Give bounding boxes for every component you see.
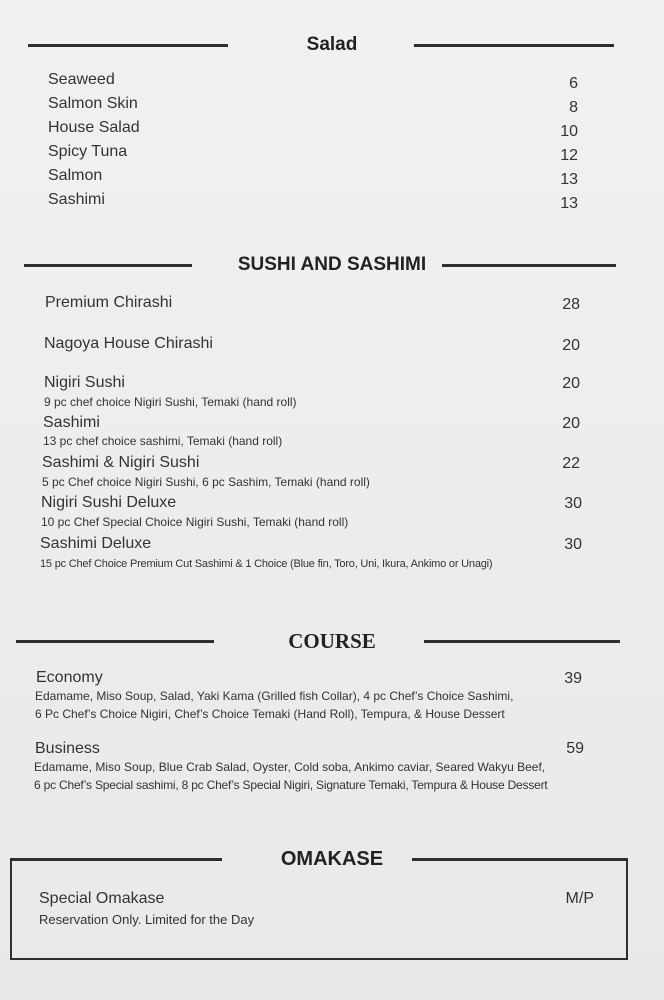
salad-item-price: 12 bbox=[560, 147, 578, 164]
salad-item-name: Spicy Tuna bbox=[48, 143, 128, 160]
salad-item-name: House Salad bbox=[48, 119, 140, 136]
omakase-item-price: M/P bbox=[565, 890, 594, 907]
sushi-title: SUSHI AND SASHIMI bbox=[237, 254, 427, 275]
sushi-item-desc: 13 pc chef choice sashimi, Temaki (hand roll) bbox=[43, 434, 283, 448]
salad-item-name: Salmon Skin bbox=[48, 95, 138, 112]
sushi-item-name: Nagoya House Chirashi bbox=[44, 335, 213, 352]
salad-item-price: 8 bbox=[569, 99, 578, 116]
omakase-item-desc: Reservation Only. Limited for the Day bbox=[39, 912, 255, 927]
course-item-desc: Edamame, Miso Soup, Salad, Yaki Kama (Grilled fish Collar), 4 pc Chef’s Choice Sashimi, bbox=[35, 689, 514, 703]
sushi-item-desc: 15 pc Chef Choice Premium Cut Sashimi & 1 Choice (Blue fin, Toro, Uni, Ikura, Ankimo or Unagi) bbox=[40, 558, 493, 570]
sushi-item-price: 22 bbox=[562, 455, 580, 472]
salad-item-name: Salmon bbox=[48, 167, 103, 184]
sushi-item-name: Sashimi bbox=[43, 414, 100, 431]
salad-item-price: 13 bbox=[560, 195, 578, 212]
salad-item-price: 6 bbox=[569, 75, 578, 92]
sushi-item-name: Sashimi Deluxe bbox=[40, 535, 152, 552]
sushi-header bbox=[0, 250, 664, 280]
course-item-price: 59 bbox=[566, 740, 584, 757]
sushi-item-price: 28 bbox=[562, 296, 580, 313]
course-item-name: Business bbox=[35, 740, 100, 757]
sushi-item-price: 30 bbox=[564, 536, 582, 553]
sushi-item-price: 20 bbox=[562, 337, 580, 354]
sushi-item-name: Premium Chirashi bbox=[45, 294, 173, 311]
sushi-item-price: 20 bbox=[562, 415, 580, 432]
course-item-desc: 6 Pc Chef’s Choice Nigiri, Chef’s Choice Temaki (Hand Roll), Tempura, & House Dessert bbox=[35, 707, 505, 721]
course-item-desc: Edamame, Miso Soup, Blue Crab Salad, Oyster, Cold soba, Ankimo caviar, Seared Wakyu Beef, bbox=[34, 760, 546, 774]
sushi-item-desc: 10 pc Chef Special Choice Nigiri Sushi, Temaki (hand roll) bbox=[41, 515, 349, 529]
salad-title: Salad bbox=[306, 34, 358, 55]
salad-header bbox=[0, 30, 664, 60]
course-title: COURSE bbox=[288, 629, 376, 653]
salad-item-name: Sashimi bbox=[48, 191, 105, 208]
sushi-item-name: Nigiri Sushi bbox=[44, 374, 125, 391]
course-item-desc: 6 pc Chef’s Special sashimi, 8 pc Chef’s Special Nigiri, Signature Temaki, Tempura & House Dessert bbox=[34, 778, 548, 792]
course-item-price: 39 bbox=[564, 670, 582, 687]
course-header bbox=[0, 626, 664, 656]
omakase-item-name: Special Omakase bbox=[39, 890, 165, 907]
sushi-item-name: Nigiri Sushi Deluxe bbox=[41, 494, 177, 511]
sushi-item-price: 20 bbox=[562, 375, 580, 392]
course-item-name: Economy bbox=[36, 669, 103, 686]
omakase-title: OMAKASE bbox=[280, 848, 384, 870]
salad-item-name: Seaweed bbox=[48, 71, 115, 88]
sushi-item-name: Sashimi & Nigiri Sushi bbox=[42, 454, 200, 471]
sushi-item-desc: 9 pc chef choice Nigiri Sushi, Temaki (hand roll) bbox=[44, 395, 297, 409]
omakase-header bbox=[0, 844, 664, 874]
sushi-item-desc: 5 pc Chef choice Nigiri Sushi, 6 pc Sashim, Temaki (hand roll) bbox=[42, 475, 370, 489]
salad-item-price: 13 bbox=[560, 171, 578, 188]
salad-item-price: 10 bbox=[560, 123, 578, 140]
sushi-item-price: 30 bbox=[564, 495, 582, 512]
